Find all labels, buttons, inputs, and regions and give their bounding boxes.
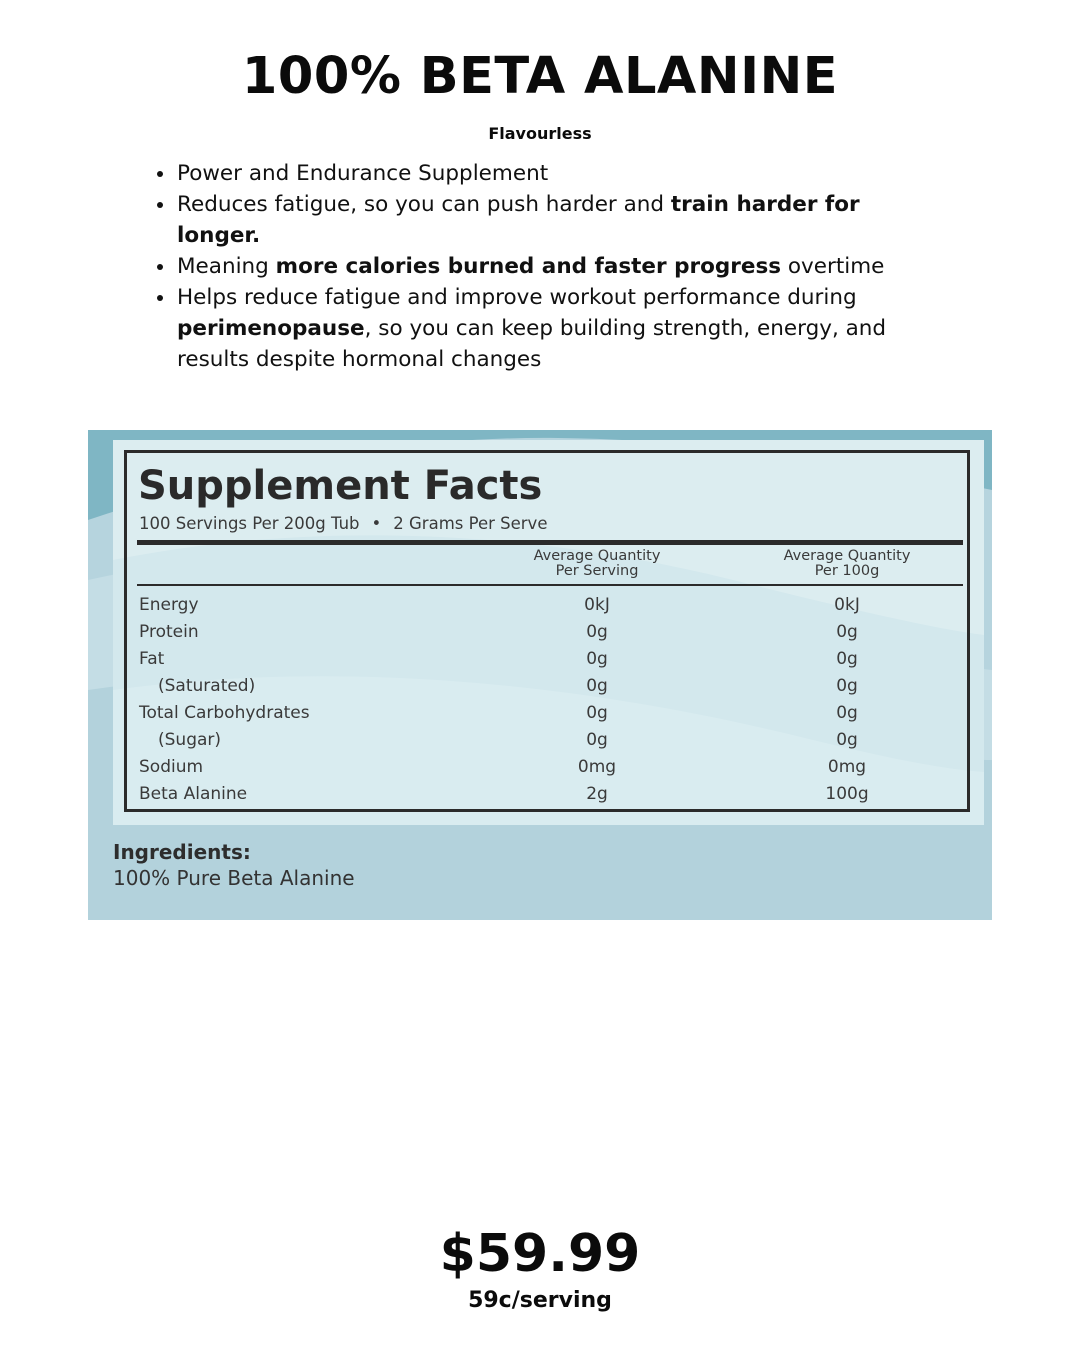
per-serving-value: 0kJ [584, 595, 610, 615]
facts-title: Supplement Facts [138, 463, 543, 509]
per-100g-value: 0g [836, 676, 858, 696]
benefit-item [177, 282, 937, 375]
per-100g-value: 0g [836, 622, 858, 642]
per-100g-value: 100g [825, 784, 869, 804]
serving-info [139, 514, 547, 534]
benefits-list [177, 158, 937, 375]
nutrient-name: Energy [139, 595, 199, 615]
servings-per-tub: 100 Servings Per 200g Tub [139, 514, 360, 533]
table-row [139, 619, 965, 646]
nutrient-name: Protein [139, 622, 199, 642]
per-serving-value: 0g [586, 676, 608, 696]
nutrient-name: (Saturated) [158, 676, 256, 696]
ingredients-title: Ingredients: [113, 840, 251, 864]
benefit-item [177, 251, 937, 282]
benefit-text: Reduces fatigue, so you can push harder and [177, 192, 671, 217]
ingredients-text: 100% Pure Beta Alanine [113, 866, 355, 890]
column-header-line: Per 100g [814, 563, 880, 579]
benefit-text: Helps reduce fatigue and improve workout performance during [177, 285, 857, 310]
column-header-per-100g [747, 549, 947, 579]
thin-divider [137, 584, 963, 586]
nutrient-name: Sodium [139, 757, 204, 777]
column-header-line: Average Quantity [533, 548, 661, 564]
per-serving-value: 0g [586, 703, 608, 723]
per-serving-value: 0g [586, 649, 608, 669]
benefit-text: overtime [781, 254, 885, 279]
per-serving-value: 2g [586, 784, 608, 804]
column-header-line: Average Quantity [783, 548, 911, 564]
benefit-emphasis: perimenopause [177, 316, 365, 341]
price: $59.99 [439, 1224, 641, 1284]
table-row [139, 673, 965, 700]
table-row [139, 700, 965, 727]
thick-divider [137, 540, 963, 545]
per-serving-value: 0g [586, 730, 608, 750]
table-row [139, 592, 965, 619]
product-title: 100% BETA ALANINE [241, 47, 839, 106]
price-per-serving: 59c/serving [468, 1288, 612, 1313]
serve-size: 2 Grams Per Serve [393, 514, 548, 533]
benefit-item [177, 158, 937, 189]
supplement-facts-panel [124, 450, 970, 812]
table-row [139, 727, 965, 754]
column-header-line: Per Serving [555, 563, 639, 579]
benefit-text: Meaning [177, 254, 276, 279]
supplement-label-image [88, 430, 992, 920]
nutrient-name: (Sugar) [158, 730, 222, 750]
table-row [139, 646, 965, 673]
per-serving-value: 0g [586, 622, 608, 642]
per-serving-value: 0mg [577, 757, 617, 777]
nutrient-name: Beta Alanine [139, 784, 248, 804]
nutrition-rows [139, 592, 965, 808]
separator-dot: • [371, 514, 382, 533]
per-100g-value: 0kJ [834, 595, 860, 615]
per-100g-value: 0g [836, 649, 858, 669]
benefit-text: , so you can keep building strength, energy, and results despite hormonal changes [177, 316, 887, 372]
table-row [139, 754, 965, 781]
benefit-emphasis: train harder for longer. [177, 192, 860, 248]
per-100g-value: 0g [836, 730, 858, 750]
benefit-text: Power and Endurance Supplement [177, 161, 549, 186]
per-100g-value: 0g [836, 703, 858, 723]
benefit-emphasis: more calories burned and faster progress [275, 254, 782, 279]
nutrient-name: Fat [139, 649, 165, 669]
per-100g-value: 0mg [827, 757, 867, 777]
table-row [139, 781, 965, 808]
benefit-item [177, 189, 937, 251]
flavour-label: Flavourless [488, 124, 592, 143]
nutrient-name: Total Carbohydrates [139, 703, 310, 723]
column-header-per-serving [497, 549, 697, 579]
